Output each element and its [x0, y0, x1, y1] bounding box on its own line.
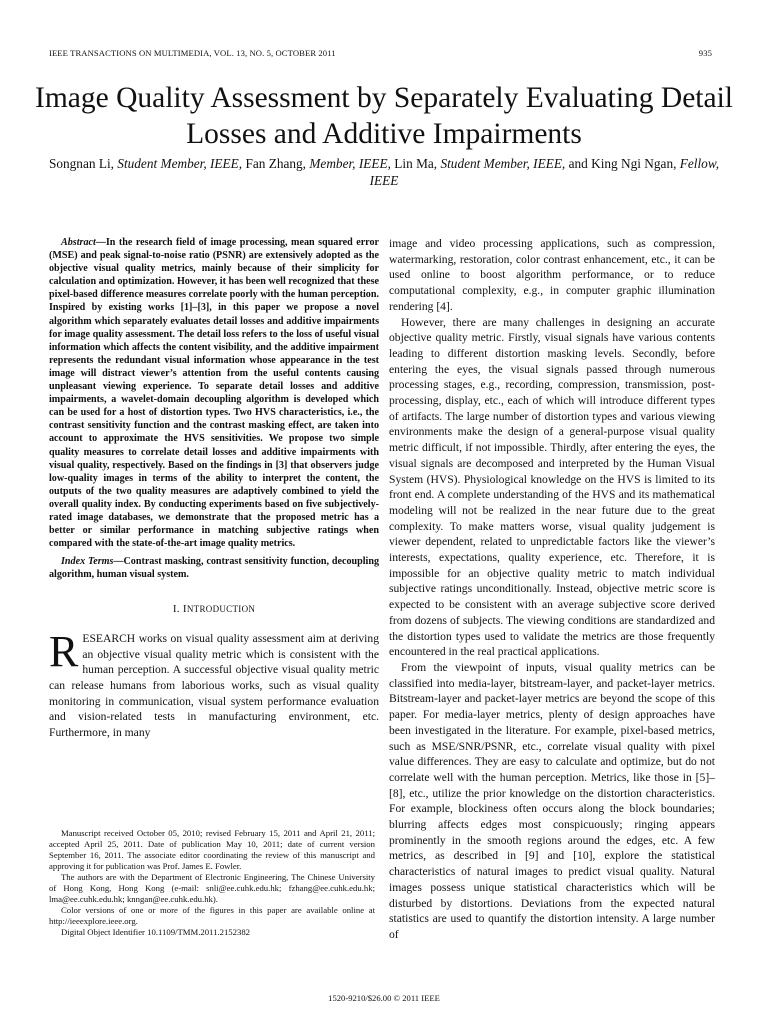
- abstract-label: Abstract: [61, 237, 96, 248]
- section-title-rest: NTRODUCTION: [186, 604, 256, 615]
- author-name: Fan Zhang,: [245, 156, 307, 171]
- left-column: [49, 236, 379, 741]
- author-role: Fellow, IEEE: [369, 156, 720, 188]
- footnote-manuscript: Manuscript received October 05, 2010; revised February 15, 2011 and April 21, 2011; accepted April 25, 2011. Date of publication May 10, 2011; date of current version September 16, 2011. The associate editor coordinating the review of this manuscript and approving it for publication was Prof. James E. Fowler.: [49, 828, 375, 871]
- footnotes: [49, 828, 375, 938]
- right-column: [389, 236, 715, 943]
- index-terms-text: —Contrast masking, contrast sensitivity function, decoupling algorithm, human visual system.: [49, 556, 379, 581]
- body-paragraph: image and video processing applications, such as compression, watermarking, restoration, color contrast enhancement, etc., it can be used online to boost algorithm performance, or to reduce computational complexity, e.g., in computer graphic illumination rendering [4].: [389, 237, 715, 313]
- paper-title: Image Quality Assessment by Separately Evaluating Detail Losses and Additive Impairments: [35, 82, 733, 150]
- copyright-footer: 1520-9210/$26.00 © 2011 IEEE: [328, 993, 440, 1003]
- index-terms-label: Index Terms: [61, 556, 114, 568]
- author-role: Student Member, IEEE,: [440, 156, 566, 171]
- drop-cap: R: [49, 626, 79, 676]
- body-paragraph: However, there are many challenges in designing an accurate objective quality metric. Firstly, visual signals have various contents leading to different distortion masking levels. Secondly, before entering the eyes, the visual signals passed through numerous processing stages, e.g., recording, compression, transmission, post-processing, display, etc., each of which will introduce different types of artifacts. The large number of distortion types and various viewing environments make the design of a general-purpose visual quality metric difficult, if not impossible. Thirdly, after entering the eyes, the visual signals are decomposed and interpreted by the Human Visual System (HVS). Physiological knowledge on the HVS is limited to its front end. A complete understanding of the HVS and its mathematical modeling will not be realized in the near future due to the great complexity. To make matters worse, visual quality judgement is viewer dependent, related to unpredictable factors like the viewer’s interests, expectations, quality experience, etc. Therefore, it is impossible for an objective quality metric to match individual subjective ratings unconditionally. Instead, objective metric score is expected to be consistent with an average subjective score derived from dozens of subjects. The viewing conditions are standardized and the distortion types used to validate the metrics are those frequently encountered in the real practical applications.: [389, 315, 715, 659]
- author-role: Student Member, IEEE,: [117, 156, 243, 171]
- section-number: I.: [172, 603, 180, 616]
- footnote-affiliation: The authors are with the Department of Electronic Engineering, The Chinese University of Hong Kong, Hong Kong (e-mail: snli@ee.cuhk.edu.hk; fzhang@ee.cuhk.edu.hk; lma@ee.cuhk.edu.hk; knngan@ee.cuhk.edu.hk).: [49, 872, 375, 904]
- journal-info: IEEE TRANSACTIONS ON MULTIMEDIA, VOL. 13, NO. 5, OCTOBER 2011: [49, 48, 336, 58]
- intro-paragraph: [49, 626, 379, 741]
- body-paragraph: From the viewpoint of inputs, visual quality metrics can be classified into media-layer, bitstream-layer, and packet-layer metrics. Bitstream-layer and packet-layer metrics are beyond the scope of this paper. For media-layer metrics, plenty of design approaches have been investigated in the literature. For example, pixel-based metrics, such as MSE/SNR/PSNR, etc., correlate visual quality with pixel value differences. They are easy to calculate and optimize, but do not correlate well with the human perception. Metrics, like those in [5]–[8], etc., utilize the prior knowledge on the distortion characteristics. For example, blockiness often occurs along the block boundaries; blurring affects edges most conspicuously; ringing appears prominently in the smooth regions around the edges, etc. A few metrics, as described in [9] and [10], explore the statistical characteristics of natural images to predict visual quality. Natural images possess unique statistical characteristics which will be disturbed by distortions. Deviations from the expected natural statistics are used to quantify the distortion intensity. A large number of: [389, 660, 715, 941]
- index-terms: [49, 555, 379, 581]
- author-list: [40, 155, 728, 189]
- author-name: Songnan Li,: [48, 156, 114, 171]
- abstract: [49, 236, 379, 550]
- footnote-doi: Digital Object Identifier 10.1109/TMM.2011.2152382: [61, 927, 251, 937]
- footnote-color: Color versions of one or more of the figures in this paper are available online at http://ieeexplore.ieee.org.: [49, 905, 375, 926]
- running-head: [49, 48, 712, 58]
- author-name: Lin Ma,: [394, 156, 438, 171]
- author-role: Member, IEEE,: [309, 156, 391, 171]
- author-name: and King Ngi Ngan,: [568, 156, 677, 171]
- section-heading: [49, 603, 379, 616]
- section-title-initial: I: [182, 603, 187, 616]
- page-number: 935: [698, 48, 712, 58]
- abstract-text: —In the research field of image processing, mean squared error (MSE) and peak signal-to-noise ratio (PSNR) are extensively adopted as the objective visual quality metrics, mainly because of their simplicity for calculation and optimization. However, it has been well recognized that these pixel-based difference measures correlate poorly with the human perception. Inspired by existing works [1]–[3], in this paper we propose a novel algorithm which separately evaluates detail losses and additive impairments for image quality assessment. The detail loss refers to the loss of useful visual information which affects the content visibility, and the additive impairment represents the redundant visual information whose appearance in the test image will distract viewer’s attention from the useful contents causing unpleasant viewing experience. To separate detail losses and additive impairments, a wavelet-domain decoupling algorithm is developed which can be used for a host of distortion types. Two HVS characteristics, i.e., the contrast sensitivity function and the contrast masking effect, are taken into account to approximate the HVS sensitivities. We propose two simple quality measures to correlate detail losses and additive impairments with visual quality, respectively. Based on the findings in [3] that observers judge low-quality images in terms of the ability to interpret the content, the outputs of the two quality measures are adaptively combined to yield the overall quality index. By conducting experiments based on five subjectively-rated image databases, we demonstrate that the proposed metric has a better or similar performance in matching subjective ratings when compared with the state-of-the-art image quality metrics.: [49, 237, 379, 550]
- intro-text: ESEARCH works on visual quality assessment aim at deriving an objective visual quality metric which is consistent with the human perception. A successful objective visual quality metric can release humans from laborious works, such as visual quality monitoring in communication, visual system performance evaluation and vision-related tests in manufacturing environment, etc. Furthermore, in many: [49, 631, 379, 740]
